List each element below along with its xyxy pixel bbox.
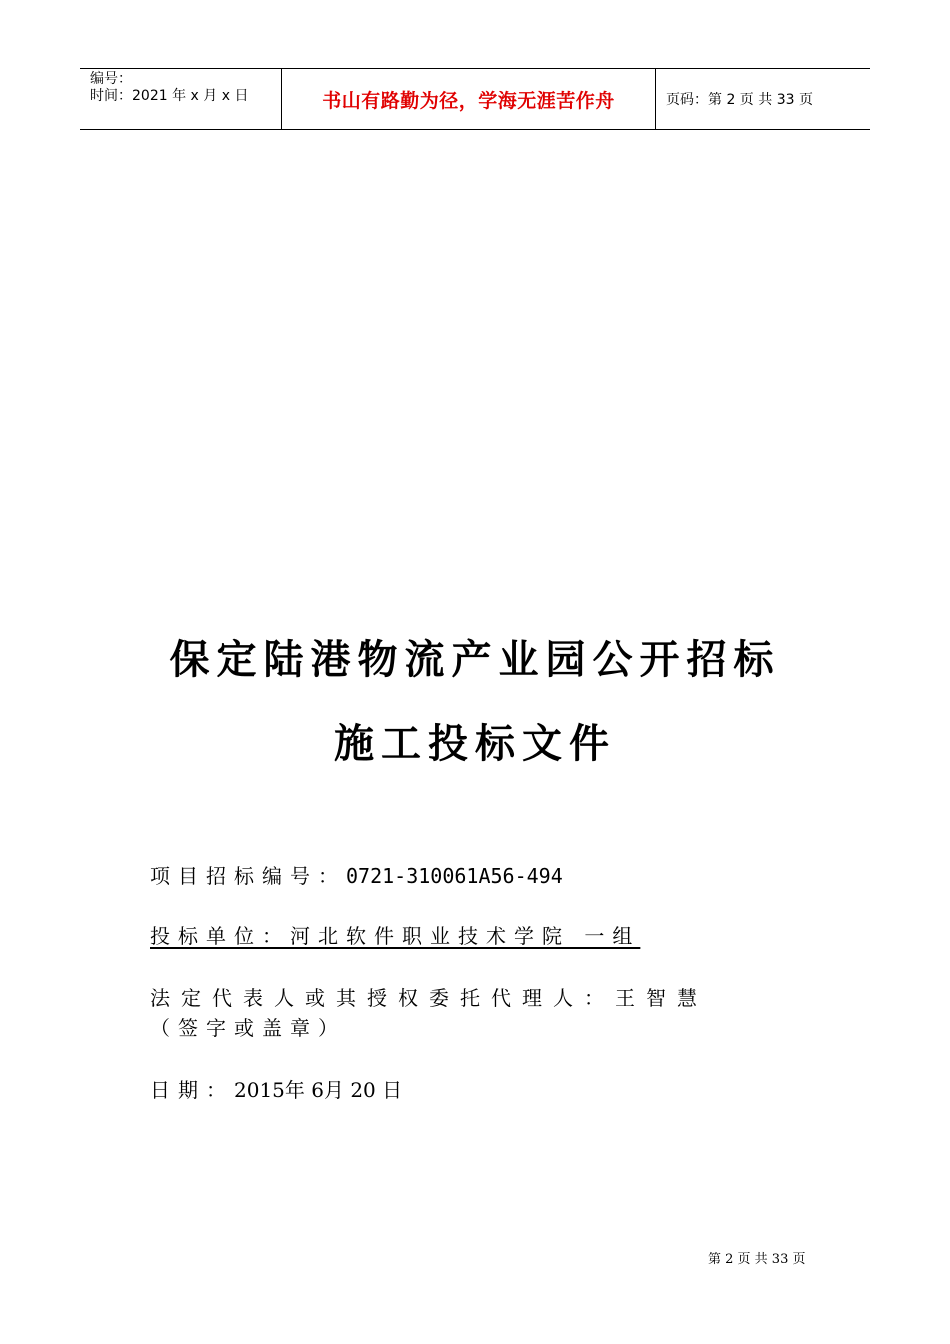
header-page-info: 页码：第 2 页 共 33 页 [666, 92, 813, 108]
time-label: 时间：2021 年 x 月 x 日 [90, 88, 249, 104]
date-value: 2015年 6月 20 日 [234, 1078, 403, 1102]
date-label: 日期： [150, 1078, 234, 1102]
header-motto: 书山有路勤为径，学海无涯苦作舟 [282, 69, 656, 129]
page-header [80, 68, 870, 130]
page-footer: 第 2 页 共 33 页 [708, 1252, 806, 1267]
bidder-row [150, 920, 640, 949]
date-row [150, 1074, 402, 1103]
document-title-line1: 保定陆港物流产业园公开招标 [169, 637, 781, 683]
header-meta [80, 69, 282, 129]
project-number-label: 项目招标编号： [150, 864, 346, 888]
project-number-value: 0721-310061A56-494 [346, 864, 563, 888]
representative-row [150, 982, 708, 1011]
representative-label: 法定代表人或其授权委托代理人： [150, 986, 615, 1010]
bidder-label: 投标单位： [150, 924, 290, 948]
bidder-value: 河北软件职业技术学院 一组 [290, 924, 641, 948]
document-title-line2: 施工投标文件 [334, 721, 616, 767]
project-number-row [150, 860, 563, 889]
sign-note: （签字或盖章） [150, 1016, 346, 1040]
number-label: 编号： [90, 71, 132, 87]
representative-value: 王智慧 [615, 986, 708, 1010]
